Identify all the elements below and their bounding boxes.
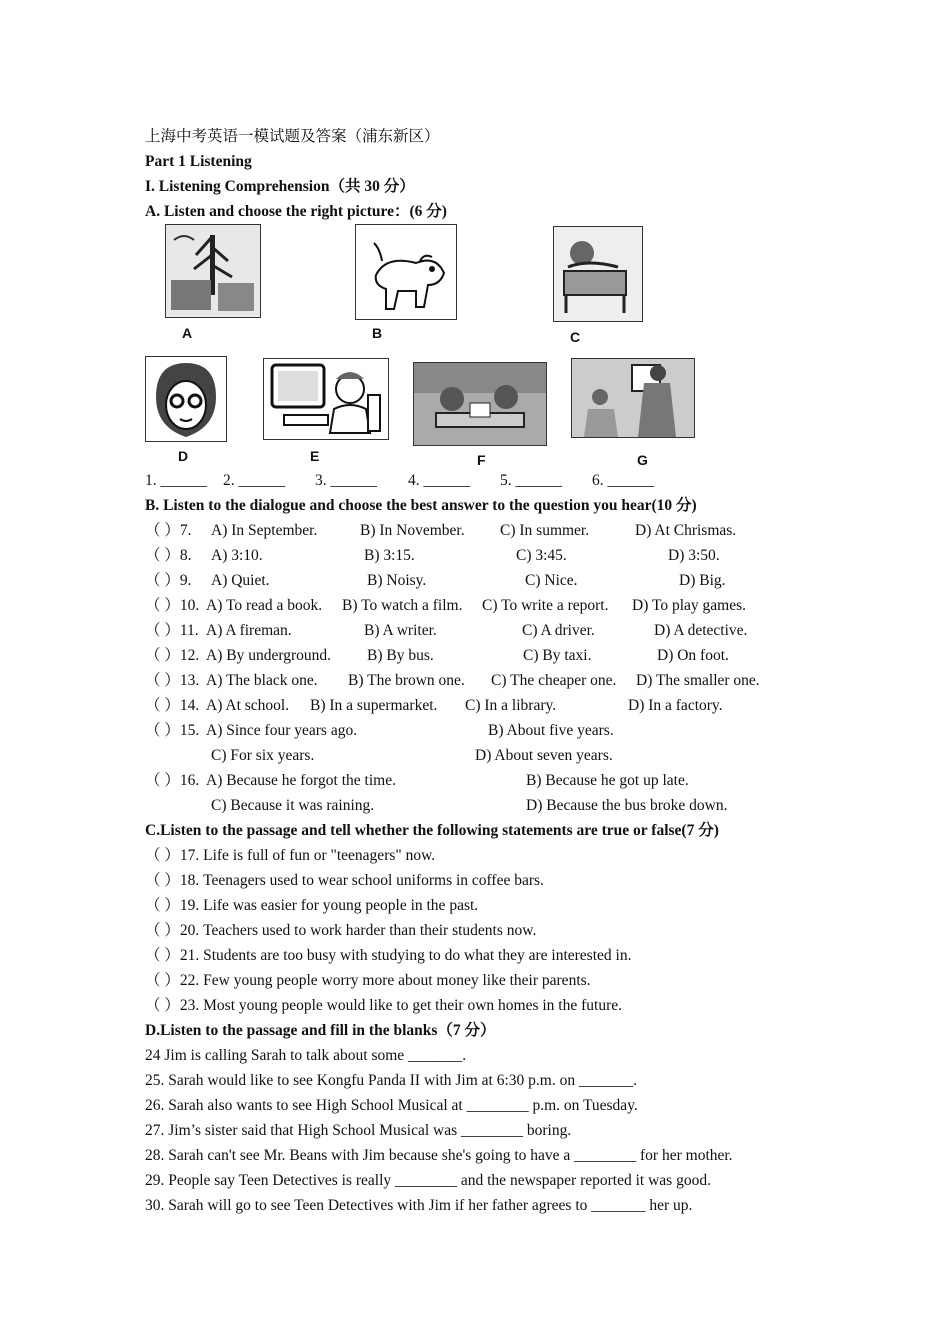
option-a: A) A fireman. xyxy=(206,622,292,639)
statement-item[interactable]: （ ）21. Students are too busy with studying to do what they are interested in. xyxy=(145,947,632,964)
picture-label-b: B xyxy=(372,325,383,341)
option-b: B) The brown one. xyxy=(348,672,465,689)
option-d: D) Big. xyxy=(679,572,726,589)
option-d: D) Because the bus broke down. xyxy=(526,797,728,814)
option-b: B) About five years. xyxy=(488,722,614,739)
question-number[interactable]: （ ）9. xyxy=(145,572,192,589)
picture-row-2 xyxy=(145,346,805,468)
section-heading: I. Listening Comprehension（共 30 分） xyxy=(145,178,415,195)
option-c: C) Nice. xyxy=(525,572,578,589)
picture-label-f: F xyxy=(477,452,486,468)
cafe-scene-icon xyxy=(413,362,547,446)
question-number[interactable]: （ ）12. xyxy=(145,647,200,664)
option-c: C) For six years. xyxy=(211,747,315,764)
bed-icon xyxy=(553,226,643,322)
question-row xyxy=(145,693,805,718)
question-row xyxy=(145,643,805,668)
option-b: B) By bus. xyxy=(367,647,434,664)
fill-blank-item[interactable]: 30. Sarah will go to see Teen Detectives with Jim if her father agrees to _______ her up. xyxy=(145,1197,693,1214)
option-d: D) A detective. xyxy=(654,622,748,639)
fill-blank-item[interactable]: 28. Sarah can't see Mr. Beans with Jim because she's going to have a ________ for her mother. xyxy=(145,1147,733,1164)
statement-item[interactable]: （ ）17. Life is full of fun or "teenagers" now. xyxy=(145,847,436,864)
option-b: B) In a supermarket. xyxy=(310,697,438,714)
option-a: A) The black one. xyxy=(206,672,318,689)
statement-item[interactable]: （ ）18. Teenagers used to wear school uniforms in coffee bars. xyxy=(145,872,544,889)
fill-blank-item[interactable]: 29. People say Teen Detectives is really ________ and the newspaper reported it was good. xyxy=(145,1172,711,1189)
question-row xyxy=(145,518,805,543)
question-row xyxy=(145,593,805,618)
option-c: C) The cheaper one. xyxy=(491,672,617,689)
option-c: C) To write a report. xyxy=(482,597,609,614)
question-number[interactable]: （ ）10. xyxy=(145,597,200,614)
section-d-heading: D.Listen to the passage and fill in the blanks（7 分） xyxy=(145,1022,496,1039)
picture-label-a: A xyxy=(182,325,193,341)
computer-boy-icon xyxy=(263,358,389,440)
option-b: B) A writer. xyxy=(364,622,437,639)
fill-blank-item[interactable]: 26. Sarah also wants to see High School Musical at ________ p.m. on Tuesday. xyxy=(145,1097,638,1114)
blank-4[interactable]: 4. ______ xyxy=(408,472,470,489)
fill-blank-item[interactable]: 24 Jim is calling Sarah to talk about some _______. xyxy=(145,1047,467,1064)
question-row xyxy=(145,718,805,743)
statement-item[interactable]: （ ）23. Most young people would like to get their own homes in the future. xyxy=(145,997,622,1014)
part-heading: Part 1 Listening xyxy=(145,153,252,170)
blank-5[interactable]: 5. ______ xyxy=(500,472,562,489)
fill-blank-item[interactable]: 27. Jim’s sister said that High School Musical was ________ boring. xyxy=(145,1122,572,1139)
statement-item[interactable]: （ ）22. Few young people worry more about money like their parents. xyxy=(145,972,591,989)
section-b-heading: B. Listen to the dialogue and choose the best answer to the question you hear(10 分) xyxy=(145,497,697,514)
option-c: C) In a library. xyxy=(465,697,557,714)
woman-glasses-icon xyxy=(145,356,227,442)
blank-3[interactable]: 3. ______ xyxy=(315,472,377,489)
picture-label-g: G xyxy=(637,452,648,468)
option-a: A) At school. xyxy=(206,697,290,714)
picture-label-c: C xyxy=(570,329,581,345)
question-number[interactable]: （ ）7. xyxy=(145,522,192,539)
option-a: A) Since four years ago. xyxy=(206,722,358,739)
option-b: B) To watch a film. xyxy=(342,597,463,614)
question-number[interactable]: （ ）11. xyxy=(145,622,199,639)
question-row xyxy=(145,668,805,693)
document-title: 上海中考英语一模试题及答案（浦东新区） xyxy=(145,128,440,145)
question-number[interactable]: （ ）14. xyxy=(145,697,200,714)
question-row-continued xyxy=(145,793,805,818)
question-row xyxy=(145,568,805,593)
statement-item[interactable]: （ ）20. Teachers used to work harder than their students now. xyxy=(145,922,537,939)
option-c: C) 3:45. xyxy=(516,547,567,564)
question-row xyxy=(145,618,805,643)
office-scene-icon xyxy=(571,358,695,438)
option-d: D) 3:50. xyxy=(668,547,720,564)
option-a: A) Because he forgot the time. xyxy=(206,772,396,789)
option-d: D) About seven years. xyxy=(475,747,613,764)
question-number[interactable]: （ ）13. xyxy=(145,672,200,689)
option-d: D) In a factory. xyxy=(628,697,723,714)
option-a: A) To read a book. xyxy=(206,597,323,614)
picture-row-1 xyxy=(145,224,805,346)
option-c: C) Because it was raining. xyxy=(211,797,375,814)
fill-blank-item[interactable]: 25. Sarah would like to see Kongfu Panda II with Jim at 6:30 p.m. on _______. xyxy=(145,1072,638,1089)
question-row-continued xyxy=(145,743,805,768)
option-d: D) On foot. xyxy=(657,647,729,664)
section-a-heading: A. Listen and choose the right picture：(6 分) xyxy=(145,203,447,220)
blank-1[interactable]: 1. ______ xyxy=(145,472,207,489)
question-row xyxy=(145,543,805,568)
option-d: D) The smaller one. xyxy=(636,672,760,689)
section-c-heading: C.Listen to the passage and tell whether the following statements are true or false(7 分) xyxy=(145,822,719,839)
blank-2[interactable]: 2. ______ xyxy=(223,472,285,489)
option-b: B) Because he got up late. xyxy=(526,772,689,789)
exam-page xyxy=(145,124,805,1218)
option-c: C) By taxi. xyxy=(523,647,592,664)
picture-label-e: E xyxy=(310,448,320,464)
picture-label-d: D xyxy=(178,448,189,464)
option-a: A) By underground. xyxy=(206,647,331,664)
option-b: B) In November. xyxy=(360,522,465,539)
question-number[interactable]: （ ）16. xyxy=(145,772,200,789)
statement-item[interactable]: （ ）19. Life was easier for young people in the past. xyxy=(145,897,479,914)
tree-scene-icon xyxy=(165,224,261,318)
option-a: A) Quiet. xyxy=(211,572,270,589)
blank-6[interactable]: 6. ______ xyxy=(592,472,654,489)
option-d: D) At Chrismas. xyxy=(635,522,737,539)
option-c: C) In summer. xyxy=(500,522,590,539)
question-number[interactable]: （ ）8. xyxy=(145,547,192,564)
picture-answer-blanks xyxy=(145,468,805,493)
option-a: A) In September. xyxy=(211,522,318,539)
question-number[interactable]: （ ）15. xyxy=(145,722,200,739)
dog-icon xyxy=(355,224,457,320)
option-b: B) 3:15. xyxy=(364,547,415,564)
option-d: D) To play games. xyxy=(632,597,746,614)
question-row xyxy=(145,768,805,793)
option-b: B) Noisy. xyxy=(367,572,427,589)
option-a: A) 3:10. xyxy=(211,547,263,564)
option-c: C) A driver. xyxy=(522,622,595,639)
